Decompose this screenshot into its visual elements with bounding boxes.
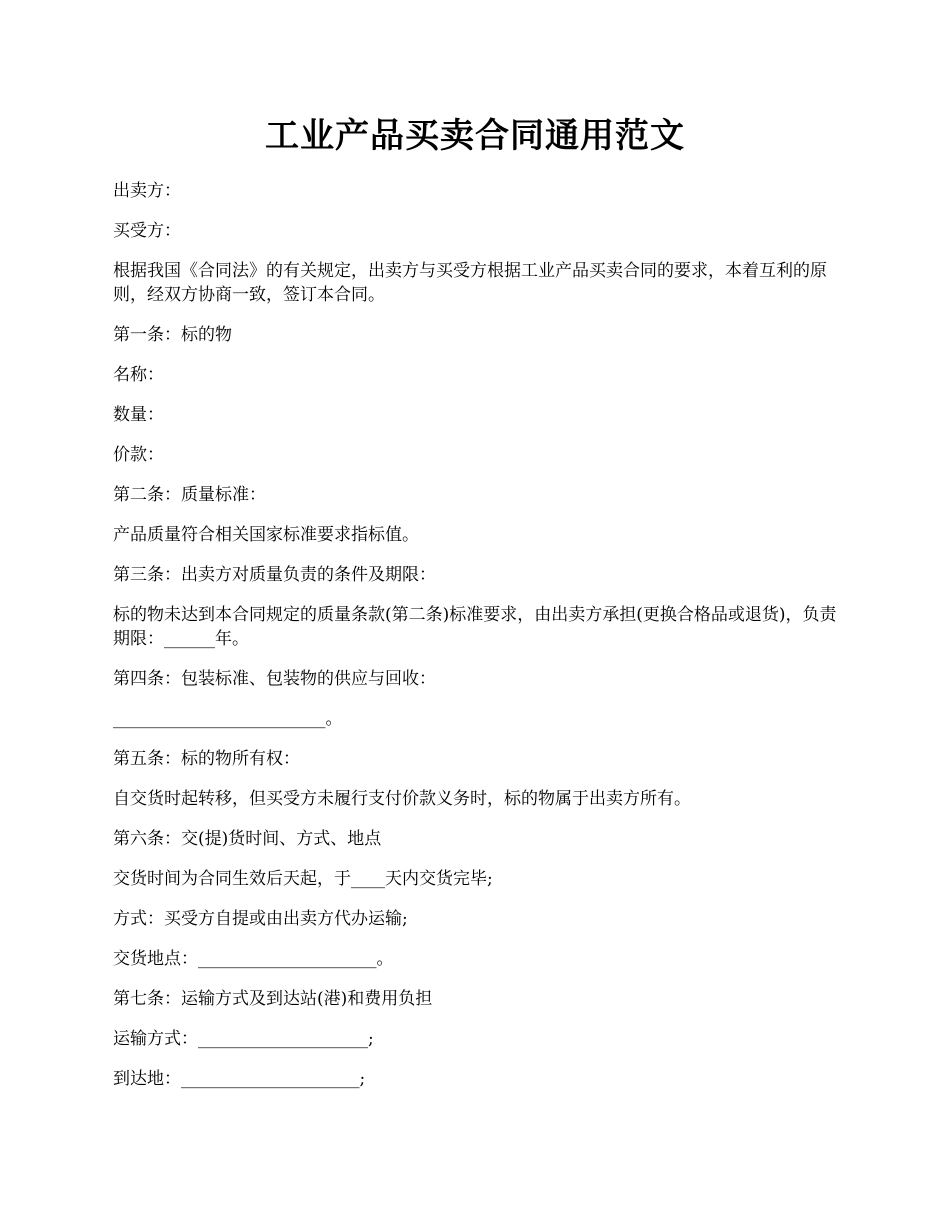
article-3-body: 标的物未达到本合同规定的质量条款(第二条)标准要求，由出卖方承担(更换合格品或退货)，负责期限：______年。: [113, 605, 837, 649]
delivery-time: 交货时间为合同生效后天起，于____天内交货完毕;: [113, 869, 493, 889]
article-1-heading: 第一条：标的物: [113, 325, 232, 345]
article-2-body: 产品质量符合相关国家标准要求指标值。: [113, 525, 419, 545]
document-title: 工业产品买卖合同通用范文: [265, 116, 685, 156]
article-7-heading: 第七条：运输方式及到达站(港)和费用负担: [113, 989, 433, 1009]
paragraph-preamble: 根据我国《合同法》的有关规定，出卖方与买受方根据工业产品买卖合同的要求，本着互利的原则，经双方协商一致，签订本合同。: [113, 261, 827, 305]
article-5-body: 自交货时起转移，但买受方未履行支付价款义务时，标的物属于出卖方所有。: [113, 789, 691, 809]
field-price: 价款：: [113, 445, 164, 465]
destination: 到达地：_____________________;: [113, 1069, 366, 1089]
field-quantity: 数量：: [113, 405, 164, 425]
transport-method: 运输方式：____________________;: [113, 1029, 374, 1049]
paragraph-seller: 出卖方：: [113, 181, 181, 201]
article-4-heading: 第四条：包装标准、包装物的供应与回收：: [113, 669, 436, 689]
article-4-blank: _________________________。: [113, 709, 343, 729]
document-body: [113, 179, 843, 1107]
article-6-heading: 第六条：交(提)货时间、方式、地点: [113, 829, 382, 849]
article-3-heading: 第三条：出卖方对质量负责的条件及期限：: [113, 565, 436, 585]
field-name: 名称：: [113, 365, 164, 385]
paragraph-buyer: 买受方：: [113, 221, 181, 241]
article-2-heading: 第二条：质量标准：: [113, 485, 266, 505]
delivery-location: 交货地点：_____________________。: [113, 949, 394, 969]
delivery-method: 方式：买受方自提或由出卖方代办运输;: [113, 909, 408, 929]
article-5-heading: 第五条：标的物所有权：: [113, 749, 300, 769]
